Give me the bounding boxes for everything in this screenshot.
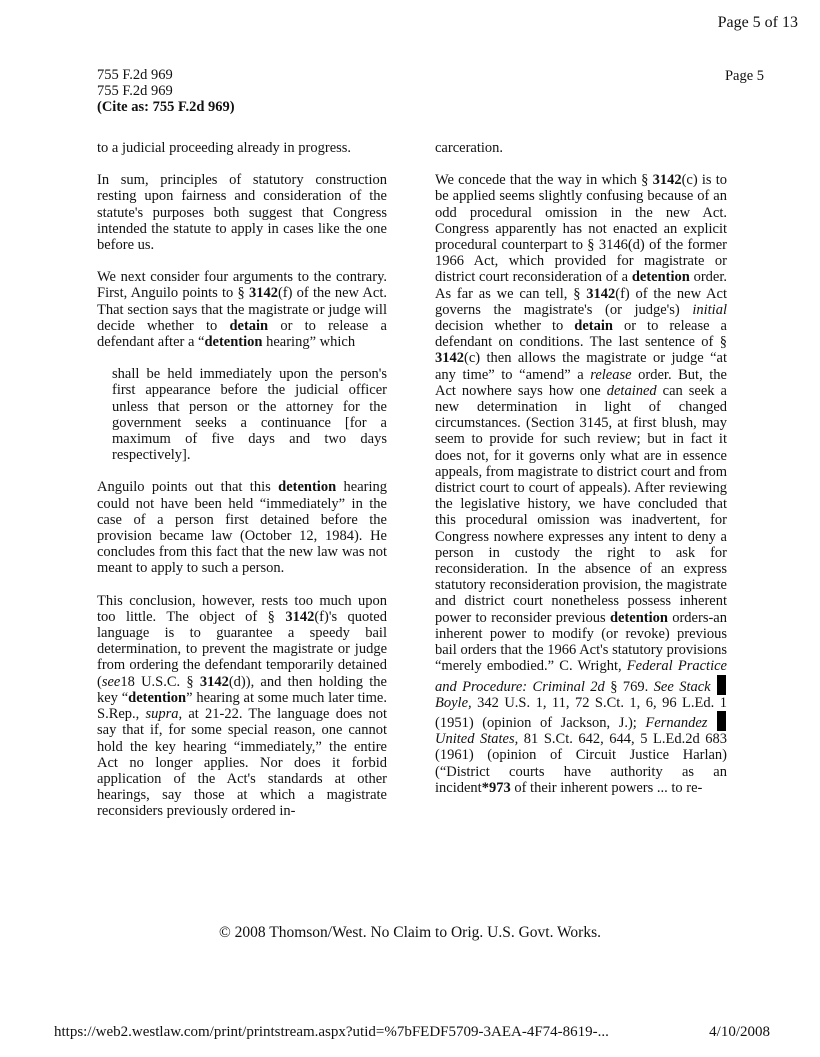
source-url: https://web2.westlaw.com/print/printstream.aspx?utid=%7bFEDF5709-3AEA-4F74-8619-... xyxy=(54,1024,609,1040)
paragraph: carceration. xyxy=(435,140,504,156)
cite-as: (Cite as: 755 F.2d 969) xyxy=(97,99,235,115)
paragraph: We concede that the way in which § 3142(c) is to be applied seems slightly confusing because of an odd procedural omission in the new Act. Congress apparently has not enacted an explicit procedural counterpart to § 3146(d) of the former 1966 Act, which provided for magistrate or district court reconsideration of a detention order. As far as we can tell, § 3142(f) of the new Act governs the magistrate's (or judge's) initial decision whether to detain or to release a defendant on conditions. The last sentence of § 3142(c) then allows the magistrate or judge “at any time” to “amend” a release order. But, the Act nowhere says how one detained can seek a new determination in light of changed circumstances. (Section 3145, at first blush, may seem to provide for such review; but in fact it does not, for it governs only what are in essence appeals, from magistrate to district court and from district court to court of appeals). After reviewing the legislative history, we have concluded that this procedural omission was inadvertent, for Congress nowhere expresses any intent to deny a person in custody the right to ask for reconsideration. In the absence of an express statutory reconsideration provision, the magistrate and district court nonetheless possess inherent power to reconsider previous detention orders-an inherent power to modify (or revoke) previous bail orders that the 1966 Act's statutory provisions “merely embodied.” C. Wright, Federal Practice and Procedure: Criminal 2d § 769. See Stack Boyle, 342 U.S. 1, 11, 72 S.Ct. 1, 6, 96 L.Ed. 1 (1951) (opinion of Jackson, J.); Fernandez United States, 81 S.Ct. 642, 644, 5 L.Ed.2d 683 (1961) (opinion of Circuit Justice Harlan) (“District courts have authority as an incident*973 of their inherent powers ... to re- xyxy=(435,172,727,796)
redaction-mark xyxy=(717,675,726,695)
page-counter: Page 5 of 13 xyxy=(717,14,798,31)
copyright-notice: © 2008 Thomson/West. No Claim to Orig. U.S. Govt. Works. xyxy=(218,924,601,941)
right-column xyxy=(435,140,727,812)
citation-line-1: 755 F.2d 969 xyxy=(97,67,173,83)
paragraph: In sum, principles of statutory construction resting upon fairness and consideration of the statute's purposes both suggest that Congress intended the statute to apply in cases like the one before us. xyxy=(97,172,387,254)
redaction-mark xyxy=(717,711,726,731)
left-column xyxy=(97,140,387,836)
citation-block xyxy=(97,67,235,115)
citation-line-2: 755 F.2d 969 xyxy=(97,83,173,99)
paragraph: This conclusion, however, rests too much upon too little. The object of § 3142(f)'s quoted language is to guarantee a speedy bail determination, to prevent the magistrate or judge from ordering the defendant temporarily detained (see18 U.S.C. § 3142(d)), and then holding the key “detention” hearing at some much later time. S.Rep., supra, at 21-22. The language does not say that if, for some special reason, one cannot hold the key hearing “immediately,” the entire Act no longer applies. Nor does it forbid application of the Act's standards at other hearings, say those at which a magistrate reconsiders previously ordered in- xyxy=(97,592,387,820)
paragraph: Anguilo points out that this detention hearing could not have been held “immediately” in the case of a person first detained before the provision became law (October 12, 1984). He concludes from this fact that the new law was not meant to apply to such a person. xyxy=(97,479,388,577)
page-label: Page 5 xyxy=(724,68,764,84)
block-quote: shall be held immediately upon the person's first appearance before the judicial officer unless that person or the attorney for the government seeks a continuance [for a maximum of five days and two days respectively]. xyxy=(112,366,387,464)
paragraph: to a judicial proceeding already in progress. xyxy=(97,140,352,156)
print-date: 4/10/2008 xyxy=(709,1024,770,1040)
paragraph: We next consider four arguments to the contrary. First, Anguilo points to § 3142(f) of the new Act. That section says that the magistrate or judge will decide whether to detain or to release a defendant after a “detention hearing” which xyxy=(97,269,387,351)
